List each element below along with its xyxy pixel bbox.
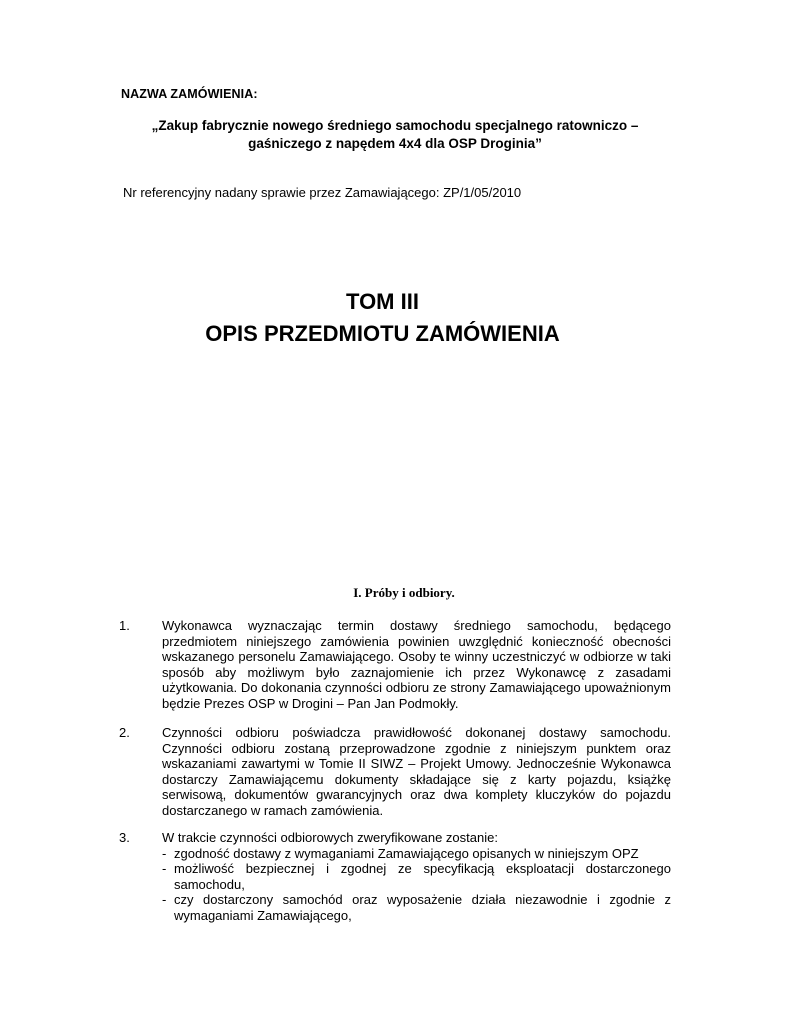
list-item	[119, 725, 671, 818]
bullet-text: zgodność dostawy z wymaganiami Zamawiającego opisanych w niniejszym OPZ	[174, 845, 639, 861]
list-item	[119, 830, 671, 923]
list-item-content	[162, 830, 671, 923]
bullet-text: czy dostarczony samochód oraz wyposażenie działa niezawodnie i zgodnie z wymaganiami Zamawiającego,	[174, 892, 671, 923]
order-name-label: NAZWA ZAMÓWIENIA:	[121, 87, 258, 101]
volume-title	[0, 286, 765, 350]
list-item-number: 3.	[119, 830, 130, 845]
order-subject-line-1: „Zakup fabrycznie nowego średniego samochodu specjalnego ratowniczo –	[151, 118, 639, 133]
bullet-marker: -	[162, 861, 167, 876]
order-subject	[110, 117, 680, 153]
reference-number: Nr referencyjny nadany sprawie przez Zamawiającego: ZP/1/05/2010	[123, 185, 522, 200]
list-item-text: W trakcie czynności odbiorowych zweryfikowane zostanie:	[162, 830, 498, 845]
list-item	[119, 618, 671, 711]
bullet-item	[162, 846, 671, 862]
section-heading: I. Próby i odbiory.	[353, 585, 455, 600]
order-subject-line-2: gaśniczego z napędem 4x4 dla OSP Droginia”	[248, 136, 542, 151]
bullet-marker: -	[162, 892, 167, 907]
list-item-number: 2.	[119, 725, 130, 740]
bullet-marker: -	[162, 845, 167, 861]
list-item-text: Wykonawca wyznaczając termin dostawy średniego samochodu, będącego przedmiotem niniejszego zamówienia powinien uwzględnić konieczność obecności wskazanego personelu Zamawiającego. Osoby te winny uczestniczyć w odbiorze w taki sposób aby możliwym było zaznajomienie ich przez Wykonawcę z zasadami użytkowania. Do dokonania czynności odbioru ze strony Zamawiającego upoważnionym będzie Prezes OSP w Drogini – Pan Jan Podmokły.	[162, 618, 671, 711]
volume-title-line-2: OPIS PRZEDMIOTU ZAMÓWIENIA	[205, 321, 560, 346]
bullet-item	[162, 861, 671, 892]
list-item-number: 1.	[119, 618, 130, 633]
bullet-list	[162, 846, 671, 924]
list-item-text: Czynności odbioru poświadcza prawidłowość dokonanej dostawy samochodu. Czynności odbioru zostaną przeprowadzone zgodnie z niniejszym punktem oraz wskazaniami zawartymi w Tomie II SIWZ – Projekt Umowy. Jednocześnie Wykonawca dostarczy Zamawiającemu dokumenty składające się z karty pojazdu, książkę serwisową, dokumentów gwarancyjnych oraz dwa komplety kluczyków do pojazdu dostarczanego w ramach zamówienia.	[162, 725, 671, 818]
bullet-text: możliwość bezpiecznej i zgodnej ze specyfikacją eksploatacji dostarczonego samochodu,	[174, 861, 671, 892]
volume-title-line-1: TOM III	[346, 289, 419, 314]
bullet-item	[162, 892, 671, 923]
